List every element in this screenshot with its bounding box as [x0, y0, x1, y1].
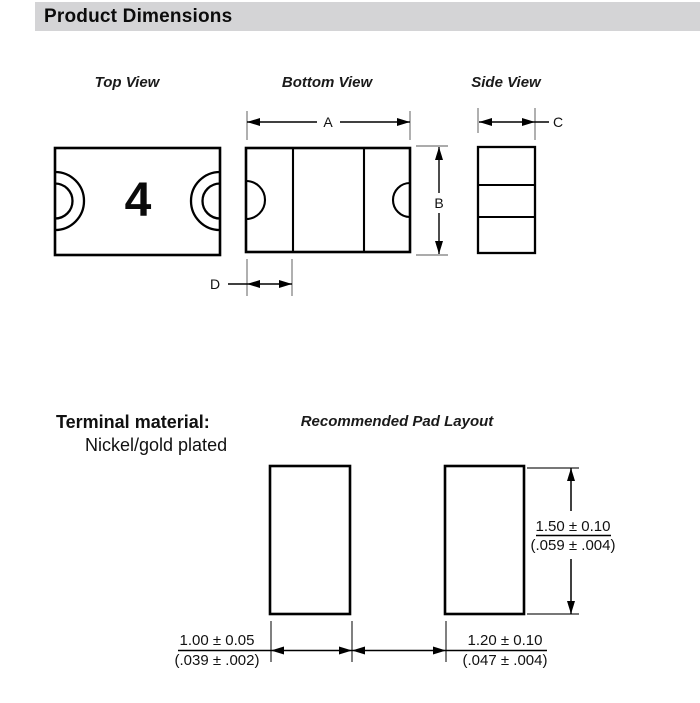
- side-view-body: [478, 147, 535, 253]
- dim-b-label: B: [430, 194, 448, 212]
- left-pad: [270, 466, 350, 614]
- pad-layout-drawing: [270, 466, 524, 614]
- side-view-drawing: [478, 147, 535, 253]
- dim-d-label: D: [206, 275, 224, 293]
- terminal-material-value: Nickel/gold plated: [85, 435, 228, 455]
- pad-height-mm: 1.50 ± 0.10: [535, 518, 611, 535]
- bottom-view-label: Bottom View: [281, 74, 373, 91]
- pad-layout-title: Recommended Pad Layout: [300, 413, 494, 430]
- top-view-label: Top View: [94, 74, 160, 91]
- dim-a-left-arrowhead: [247, 118, 260, 126]
- top-view-left-terminal-inner-arc: [55, 184, 73, 219]
- pad-height-inch: (.059 ± .004): [530, 537, 616, 554]
- terminal-material-label: Terminal material:: [56, 412, 210, 432]
- dim-d-left-arrowhead: [247, 280, 260, 288]
- pad-gap-left-arrowhead: [352, 647, 365, 655]
- top-view-left-terminal-outer-arc: [55, 172, 84, 230]
- pad-gap-inch: (.047 ± .004): [462, 652, 548, 669]
- bottom-view-body: [246, 148, 410, 252]
- dim-b-up-arrowhead: [435, 147, 443, 160]
- side-view-label: Side View: [471, 74, 541, 91]
- pad-width-inch: (.039 ± .002): [174, 652, 260, 669]
- pad-height-down-arrowhead: [567, 601, 575, 614]
- component-marking: 4: [124, 174, 152, 227]
- pad-width-left-arrowhead: [271, 647, 284, 655]
- dim-c-left-arrowhead: [479, 118, 492, 126]
- dim-b-down-arrowhead: [435, 241, 443, 254]
- dim-c-right-arrowhead: [522, 118, 535, 126]
- top-view-right-terminal-inner-arc: [203, 184, 221, 219]
- right-pad: [445, 466, 524, 614]
- pad-width-mm: 1.00 ± 0.05: [179, 632, 255, 649]
- dim-a-label: A: [318, 113, 338, 131]
- bottom-view-drawing: [246, 148, 410, 252]
- dim-c-label: C: [549, 113, 567, 131]
- top-view-right-terminal-outer-arc: [191, 172, 220, 230]
- pad-gap-mm: 1.20 ± 0.10: [467, 632, 543, 649]
- dimension-d: [228, 259, 292, 296]
- pad-width-right-arrowhead: [339, 647, 352, 655]
- dim-a-right-arrowhead: [397, 118, 410, 126]
- dim-d-right-arrowhead: [279, 280, 292, 288]
- page-title: Product Dimensions: [44, 5, 233, 27]
- dimension-c: [478, 108, 549, 140]
- bottom-view-right-castellation-arc: [393, 183, 410, 217]
- pad-height-up-arrowhead: [567, 468, 575, 481]
- bottom-view-left-castellation-arc: [246, 181, 265, 219]
- pad-gap-right-arrowhead: [433, 647, 446, 655]
